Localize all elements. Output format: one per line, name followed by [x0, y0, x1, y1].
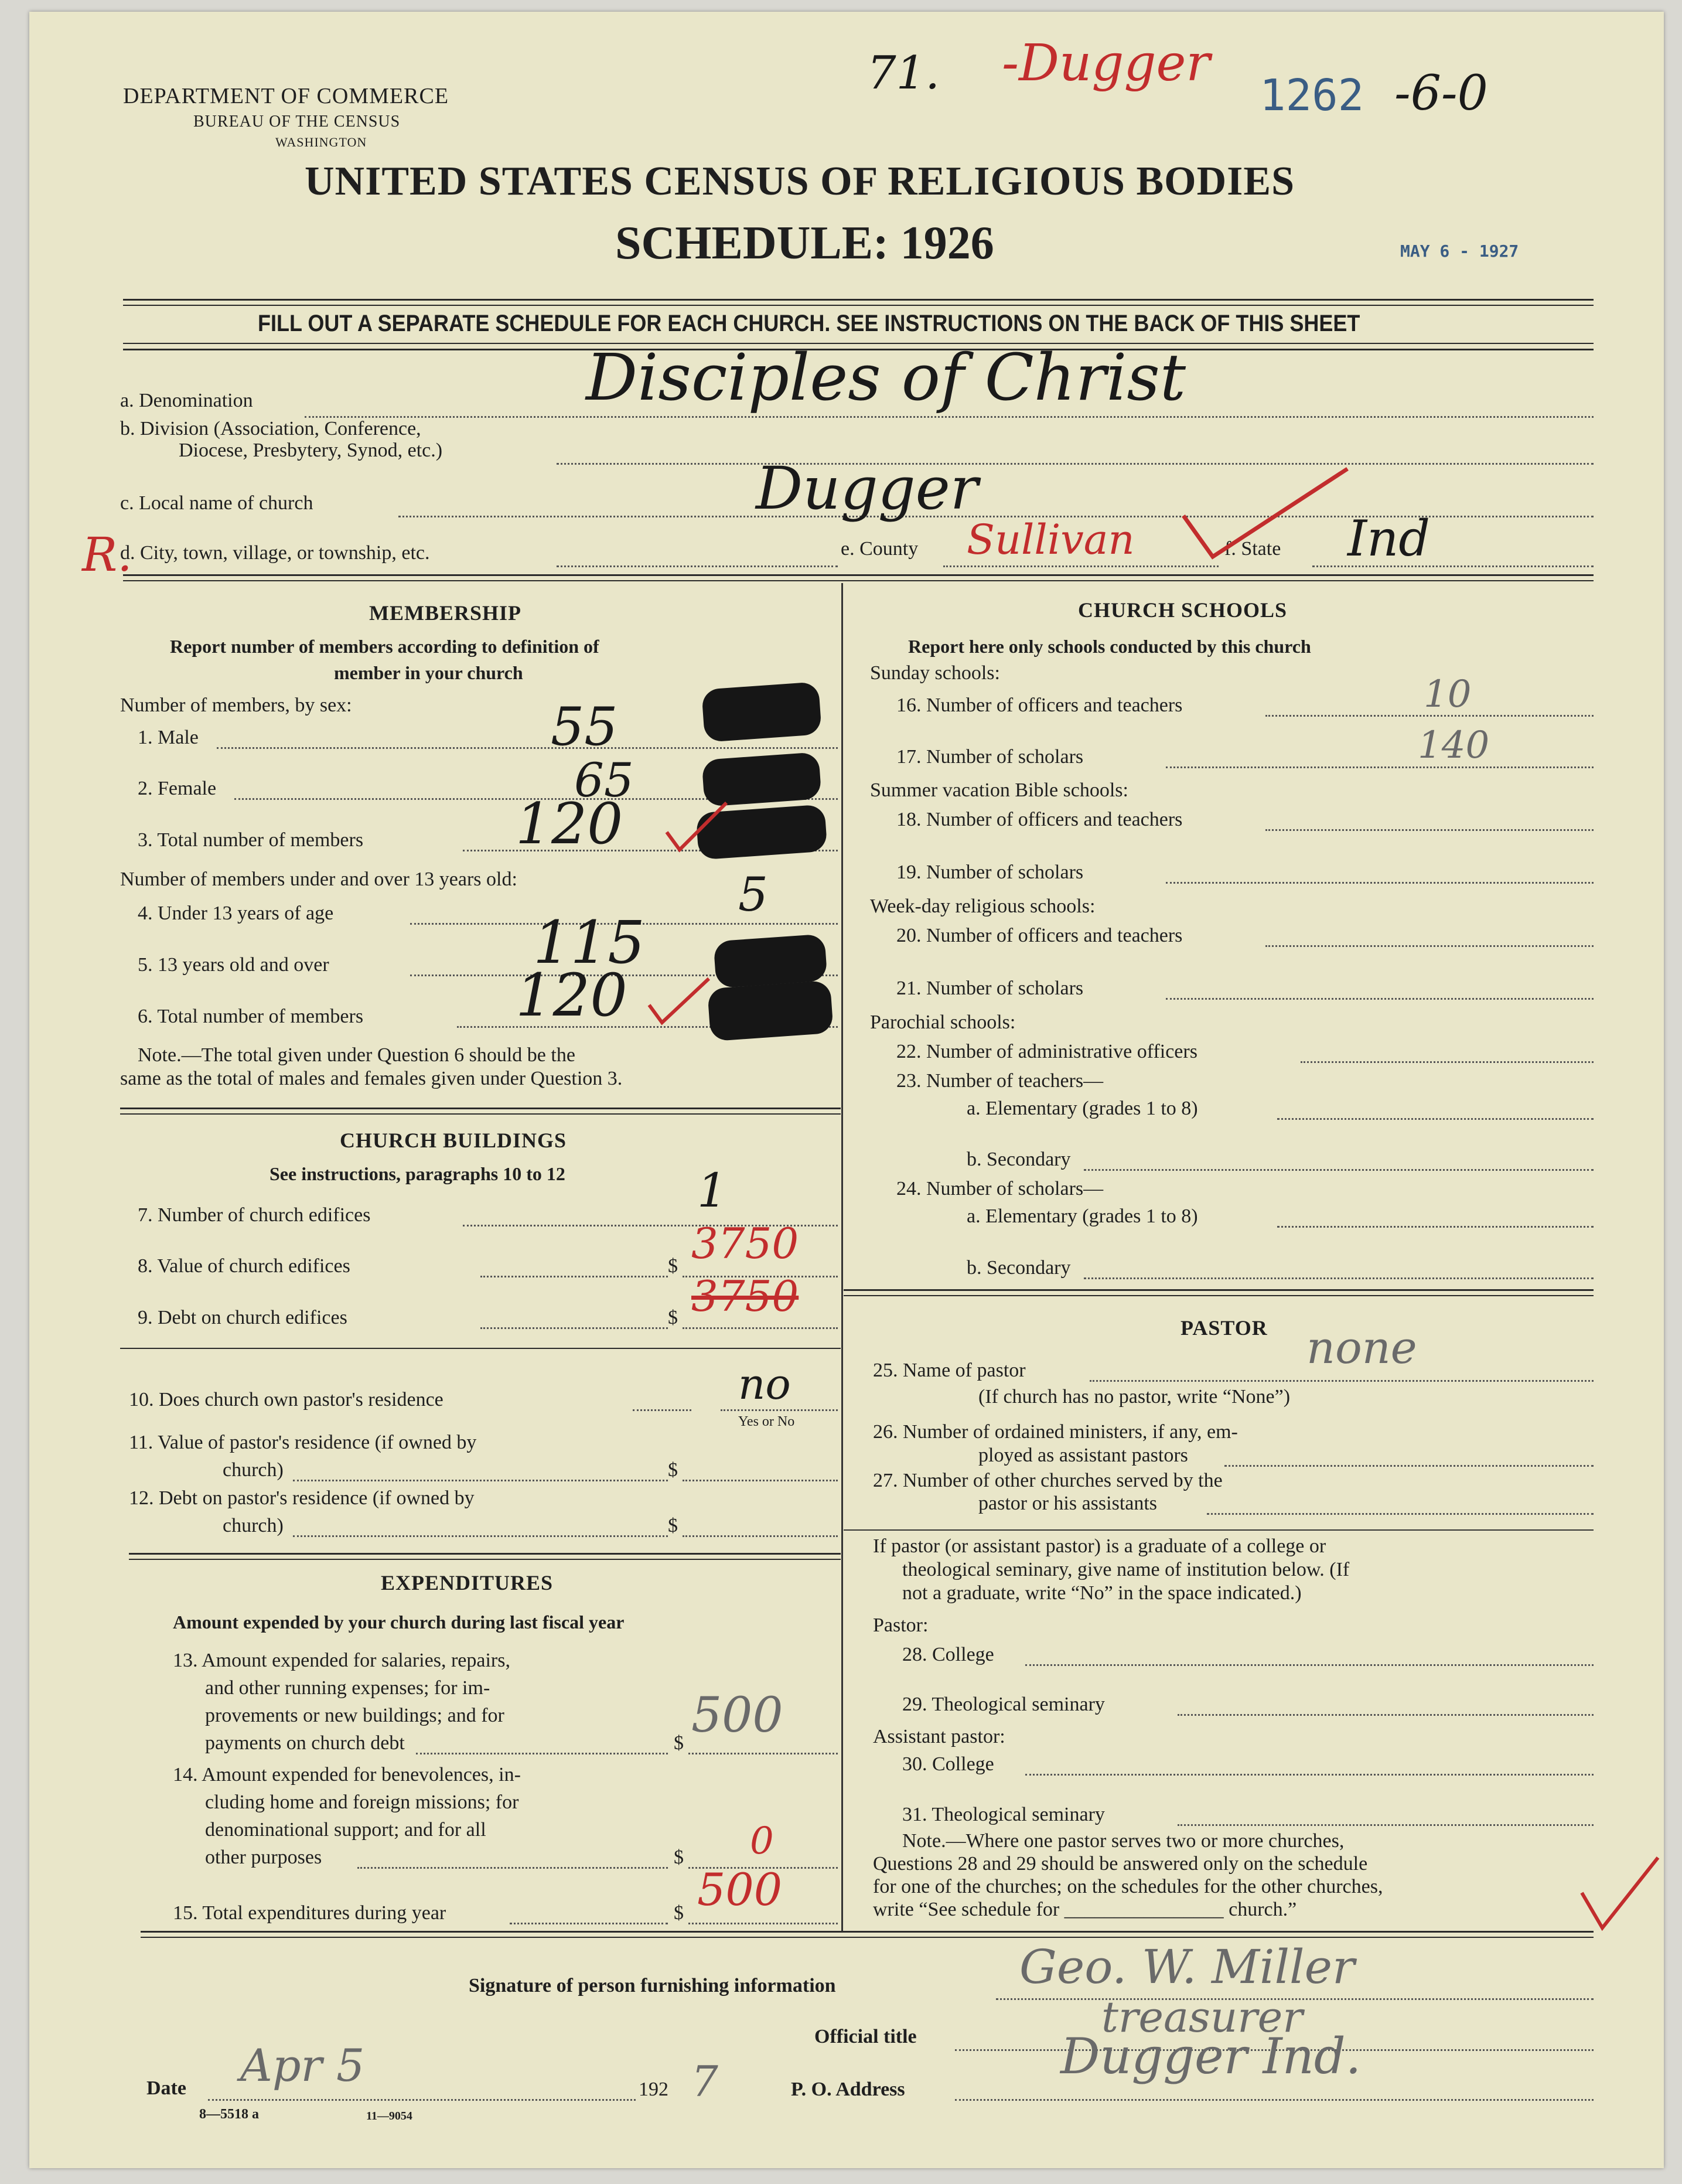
q25-note: (If church has no pastor, write “None”): [978, 1386, 1291, 1408]
membership-intro: Report number of members according to definition of: [170, 636, 599, 657]
q13-label: 13. Amount expended for salaries, repairs,: [173, 1650, 510, 1671]
rule: [120, 1113, 841, 1115]
q20-line: [1265, 945, 1594, 947]
q13-label-4: payments on church debt: [205, 1732, 405, 1754]
county-value: Sullivan: [967, 516, 1135, 564]
red-check-mark: [1178, 463, 1353, 568]
form-number: 8—5518 a: [199, 2107, 259, 2122]
form-title: UNITED STATES CENSUS OF RELIGIOUS BODIES: [305, 159, 1295, 204]
q9-dollar: $: [668, 1307, 678, 1328]
column-divider: [841, 583, 843, 1931]
q24a-label: a. Elementary (grades 1 to 8): [967, 1205, 1198, 1227]
rule: [120, 1348, 841, 1349]
schools-heading: CHURCH SCHOOLS: [1078, 598, 1288, 622]
q25-line: [1090, 1380, 1594, 1382]
red-check-mark: [662, 797, 732, 861]
redaction-scribble: [713, 933, 827, 988]
q26-label-2: ployed as assistant pastors: [978, 1444, 1188, 1466]
po-address-value: Dugger Ind.: [1060, 2028, 1362, 2085]
q13-value: 500: [691, 1688, 783, 1743]
pastor-note-3: for one of the churches; on the schedules for the other churches,: [873, 1876, 1383, 1897]
q23-label: 23. Number of teachers—: [896, 1070, 1104, 1092]
annotation-code-stamp: 1262: [1260, 70, 1364, 121]
q30-label: 30. College: [902, 1753, 994, 1775]
q10-answer-line: [721, 1409, 838, 1411]
denomination-line: [305, 416, 1594, 418]
rule: [844, 1289, 1594, 1291]
po-address-label: P. O. Address: [791, 2079, 905, 2100]
assistant-sub-label: Assistant pastor:: [873, 1726, 1005, 1747]
q4-value: 5: [738, 867, 768, 922]
received-date-stamp: MAY 6 - 1927: [1400, 241, 1519, 261]
q23b-label: b. Secondary: [967, 1149, 1071, 1170]
q23b-line: [1084, 1169, 1594, 1171]
q13-dollar: $: [674, 1732, 684, 1754]
date-value: Apr 5: [240, 2039, 365, 2091]
annotation-number: 71.: [867, 47, 940, 100]
q16-value: 10: [1424, 673, 1472, 716]
q24b-line: [1084, 1277, 1594, 1279]
pastor-heading: PASTOR: [1181, 1316, 1268, 1340]
state-value: Ind: [1347, 510, 1431, 567]
denomination-value: Disciples of Christ: [586, 340, 1186, 415]
q9-label: 9. Debt on church edifices: [138, 1307, 347, 1328]
q9-line: [480, 1327, 668, 1329]
annotation-name: -Dugger: [1002, 34, 1210, 93]
q5-value: 115: [533, 908, 645, 977]
schools-intro: Report here only schools conducted by this church: [908, 636, 1311, 657]
redaction-scribble: [701, 682, 822, 742]
q17-label: 17. Number of scholars: [896, 746, 1084, 768]
city-label: d. City, town, village, or township, etc.: [120, 542, 430, 564]
q11-label: 11. Value of pastor's residence (if owned by: [129, 1432, 477, 1453]
expenditures-intro: Amount expended by your church during last fiscal year: [173, 1611, 625, 1633]
q14-label-4: other purposes: [205, 1846, 322, 1868]
by-sex-label: Number of members, by sex:: [120, 694, 352, 716]
bureau-name: BUREAU OF THE CENSUS: [193, 113, 401, 131]
church-name-value: Dugger: [756, 454, 978, 523]
q16-label: 16. Number of officers and teachers: [896, 694, 1183, 716]
q1-label: 1. Male: [138, 727, 199, 748]
rule: [123, 580, 1594, 581]
q29-label: 29. Theological seminary: [902, 1694, 1105, 1715]
q19-label: 19. Number of scholars: [896, 861, 1084, 883]
q7-label: 7. Number of church edifices: [138, 1204, 371, 1226]
q24b-label: b. Secondary: [967, 1257, 1071, 1279]
signature-value: Geo. W. Miller: [1019, 1940, 1355, 1994]
q10-label: 10. Does church own pastor's residence: [129, 1389, 443, 1410]
expenditures-heading: EXPENDITURES: [381, 1571, 554, 1594]
fill-out-instruction: FILL OUT A SEPARATE SCHEDULE FOR EACH CHURCH. SEE INSTRUCTIONS ON THE BACK OF THIS SHEET: [258, 311, 1360, 336]
pastor-note-4: write “See schedule for ________________ church.”: [873, 1899, 1297, 1920]
q27-label-2: pastor or his assistants: [978, 1493, 1158, 1514]
rule: [129, 1559, 841, 1560]
q14-label-2: cluding home and foreign missions; for: [205, 1791, 519, 1813]
red-check-mark: [644, 973, 715, 1031]
city-line: [557, 565, 838, 567]
q12-amount-line: [683, 1535, 838, 1537]
q14-label-3: denominational support; and for all: [205, 1819, 486, 1841]
official-title-value: treasurer: [1101, 1992, 1303, 2042]
q18-line: [1265, 829, 1594, 831]
official-title-label: Official title: [814, 2026, 917, 2047]
weekday-label: Week-day religious schools:: [870, 895, 1096, 917]
print-number: 11—9054: [366, 2110, 412, 2122]
buildings-intro: See instructions, paragraphs 10 to 12: [269, 1163, 565, 1184]
q11-amount-line: [683, 1480, 838, 1481]
q18-label: 18. Number of officers and teachers: [896, 809, 1183, 830]
q23a-label: a. Elementary (grades 1 to 8): [967, 1098, 1198, 1119]
q3-value: 120: [516, 791, 623, 857]
q13-label-2: and other running expenses; for im-: [205, 1677, 490, 1699]
q15-dollar: $: [674, 1902, 684, 1924]
q25-value: none: [1306, 1321, 1417, 1374]
q6-value: 120: [516, 961, 627, 1030]
q15-value: 500: [697, 1863, 783, 1916]
q15-amount-line: [688, 1923, 838, 1924]
graduate-note: If pastor (or assistant pastor) is a graduate of a college or: [873, 1535, 1326, 1557]
q20-label: 20. Number of officers and teachers: [896, 925, 1183, 946]
q6-label: 6. Total number of members: [138, 1006, 364, 1027]
date-line: [208, 2099, 636, 2101]
q26-line: [1224, 1465, 1594, 1467]
parochial-label: Parochial schools:: [870, 1011, 1016, 1033]
q29-line: [1178, 1714, 1594, 1716]
q2-value: 65: [574, 753, 634, 807]
membership-note-2: same as the total of males and females given under Question 3.: [120, 1068, 623, 1089]
q13-line: [416, 1753, 668, 1754]
date-label: Date: [146, 2077, 186, 2099]
rule: [123, 574, 1594, 576]
q4-label: 4. Under 13 years of age: [138, 902, 334, 924]
q11-dollar: $: [668, 1459, 678, 1481]
q12-line: [293, 1535, 668, 1537]
county-label: e. County: [841, 538, 919, 560]
year-prefix: 192: [639, 2079, 668, 2100]
q24-label: 24. Number of scholars—: [896, 1178, 1104, 1200]
q11-line: [293, 1480, 668, 1481]
q31-label: 31. Theological seminary: [902, 1804, 1105, 1825]
q22-line: [1301, 1061, 1594, 1063]
q14-label: 14. Amount expended for benevolences, in-: [173, 1764, 521, 1786]
q2-label: 2. Female: [138, 778, 217, 799]
rule: [123, 305, 1594, 306]
under-over-label: Number of members under and over 13 years old:: [120, 868, 517, 890]
church-name-label: c. Local name of church: [120, 492, 313, 514]
q13-amount-line: [688, 1753, 838, 1754]
state-label: f. State: [1224, 538, 1281, 560]
membership-heading: MEMBERSHIP: [369, 601, 522, 625]
graduate-note-3: not a graduate, write “No” in the space indicated.): [902, 1582, 1302, 1604]
pastor-sub-label: Pastor:: [873, 1614, 929, 1636]
q1-value: 55: [551, 696, 618, 758]
q15-label: 15. Total expenditures during year: [173, 1902, 446, 1924]
q19-line: [1166, 882, 1594, 884]
po-address-line: [955, 2099, 1594, 2101]
q25-label: 25. Name of pastor: [873, 1360, 1026, 1381]
q8-line: [480, 1276, 668, 1277]
q27-line: [1207, 1513, 1594, 1515]
summer-label: Summer vacation Bible schools:: [870, 779, 1128, 801]
pastor-note-2: Questions 28 and 29 should be answered only on the schedule: [873, 1853, 1368, 1875]
signature-label: Signature of person furnishing information: [469, 1975, 836, 1996]
division-label-2: Diocese, Presbytery, Synod, etc.): [179, 439, 443, 461]
q11-label-2: church): [223, 1459, 284, 1481]
q30-line: [1025, 1774, 1594, 1776]
q3-label: 3. Total number of members: [138, 829, 364, 851]
margin-mark: R.: [82, 527, 132, 582]
denomination-label: a. Denomination: [120, 390, 253, 411]
census-schedule-page: [29, 12, 1664, 2168]
q13-label-3: provements or new buildings; and for: [205, 1705, 504, 1726]
q7-value: 1: [697, 1163, 727, 1218]
year-value: 7: [691, 2057, 718, 2106]
city-name: WASHINGTON: [275, 135, 367, 149]
pastor-note: Note.—Where one pastor serves two or more churches,: [902, 1830, 1345, 1852]
red-check-mark: [1576, 1852, 1664, 1940]
rule: [844, 1295, 1594, 1296]
q8-value: 3750: [691, 1219, 799, 1268]
q8-label: 8. Value of church edifices: [138, 1255, 350, 1277]
rule: [141, 1937, 1594, 1938]
q17-line: [1166, 766, 1594, 768]
q14-line: [357, 1867, 668, 1869]
q27-label: 27. Number of other churches served by the: [873, 1470, 1223, 1491]
q1-line: [217, 747, 838, 749]
q12-label: 12. Debt on pastor's residence (if owned by: [129, 1487, 475, 1509]
membership-intro-2: member in your church: [334, 662, 523, 683]
annotation-code-hand: -6-0: [1394, 66, 1488, 121]
q21-label: 21. Number of scholars: [896, 977, 1084, 999]
q26-label: 26. Number of ordained ministers, if any, em-: [873, 1421, 1238, 1443]
division-label: b. Division (Association, Conference,: [120, 418, 421, 439]
q22-label: 22. Number of administrative officers: [896, 1041, 1197, 1062]
q23a-line: [1277, 1118, 1594, 1120]
q10-value: no: [738, 1360, 791, 1409]
q14-dollar: $: [674, 1846, 684, 1868]
rule: [120, 1108, 841, 1109]
rule: [123, 299, 1594, 301]
q12-label-2: church): [223, 1515, 284, 1536]
q8-dollar: $: [668, 1255, 678, 1277]
buildings-heading: CHURCH BUILDINGS: [340, 1129, 567, 1152]
rule: [129, 1553, 841, 1555]
q12-dollar: $: [668, 1515, 678, 1536]
rule: [141, 1931, 1594, 1933]
graduate-note-2: theological seminary, give name of institution below. (If: [902, 1559, 1350, 1580]
sunday-label: Sunday schools:: [870, 662, 1000, 684]
schedule-title: SCHEDULE: 1926: [615, 217, 994, 269]
q5-label: 5. 13 years old and over: [138, 954, 329, 976]
q15-line: [510, 1923, 668, 1924]
q28-label: 28. College: [902, 1644, 994, 1665]
redaction-scribble: [707, 980, 834, 1041]
q10-line: [633, 1409, 691, 1411]
q24a-line: [1277, 1226, 1594, 1228]
q21-line: [1166, 998, 1594, 1000]
q17-value: 140: [1418, 724, 1490, 767]
q9-value: 3750: [691, 1272, 799, 1321]
department-name: DEPARTMENT OF COMMERCE: [123, 84, 449, 108]
membership-note: Note.—The total given under Question 6 should be the: [138, 1044, 575, 1066]
q14-value: 0: [750, 1820, 774, 1863]
q31-line: [1178, 1824, 1594, 1826]
division-line: [557, 463, 1594, 465]
rule: [844, 1529, 1594, 1531]
q9-amount-line: [683, 1327, 838, 1329]
yes-no-hint: Yes or No: [738, 1414, 795, 1429]
q28-line: [1025, 1664, 1594, 1666]
